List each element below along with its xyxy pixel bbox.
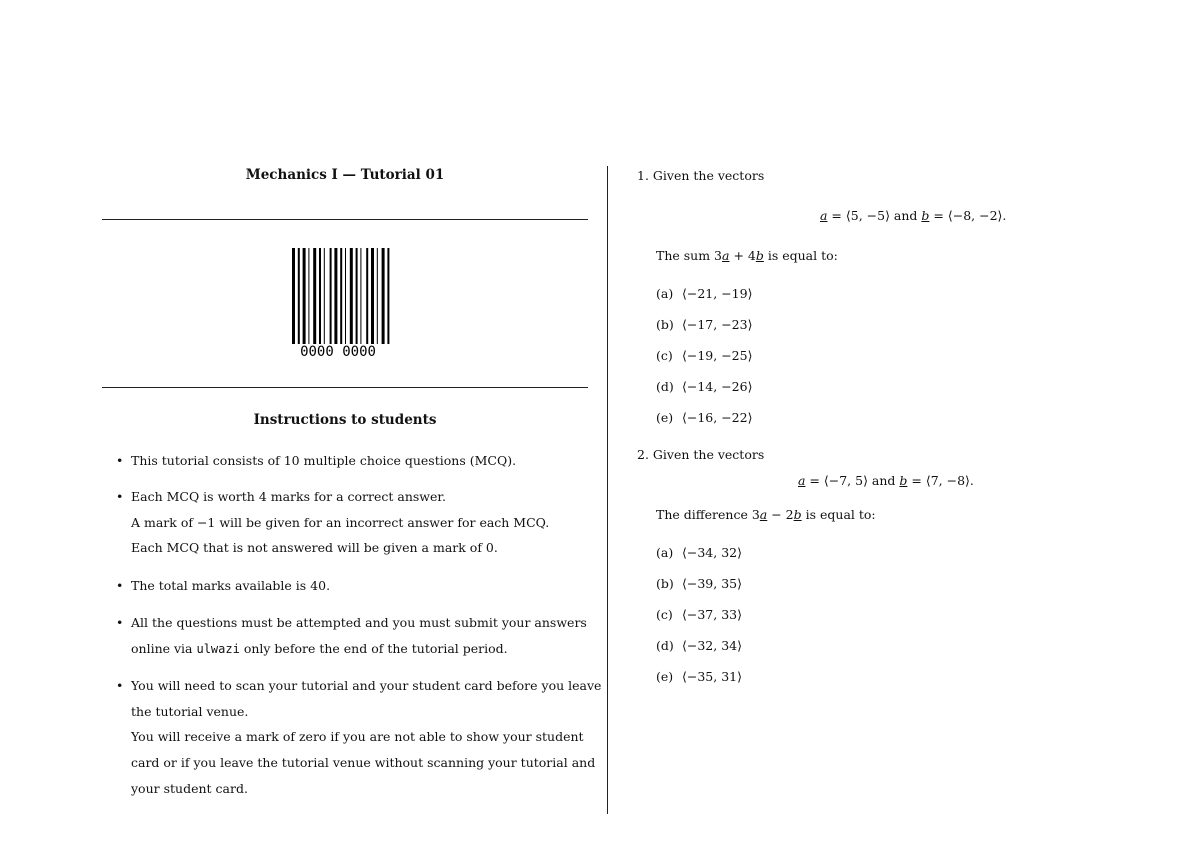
question-2-option-a[interactable]: (a) ⟨−34, 32⟩ <box>656 545 742 560</box>
page-title: Mechanics I — Tutorial 01 <box>245 167 445 183</box>
bullet-icon: • <box>116 678 124 693</box>
question-1-option-a[interactable]: (a) ⟨−21, −19⟩ <box>656 286 753 301</box>
question-1-option-d[interactable]: (d) ⟨−14, −26⟩ <box>656 379 753 394</box>
instruction-item: • All the questions must be attempted and you must submit your answers online via ulwazi only before the end of the tutorial period. <box>116 610 590 662</box>
question-1-intro: 1. Given the vectors <box>637 168 765 183</box>
instruction-item: • You will need to scan your tutorial and your student card before you leave the tutorial venue. You will receive a mark of zero if you are not able to show your student card or if you leave the tutorial venue without scanning your tutorial and your student card. <box>116 673 590 802</box>
instructions-title: Instructions to students <box>253 412 437 428</box>
instruction-item: • This tutorial consists of 10 multiple choice questions (MCQ). <box>116 448 590 474</box>
question-2-option-c[interactable]: (c) ⟨−37, 33⟩ <box>656 607 742 622</box>
question-2-option-e[interactable]: (e) ⟨−35, 31⟩ <box>656 669 742 684</box>
question-2-vectors: a = ⟨−7, 5⟩ and b = ⟨7, −8⟩. <box>798 473 974 488</box>
instruction-item: • Each MCQ is worth 4 marks for a correct answer. A mark of −1 will be given for an incorrect answer for each MCQ. Each MCQ that is not answered will be given a mark of 0. <box>116 484 590 561</box>
bullet-icon: • <box>116 489 124 504</box>
question-1-prompt: The sum 3a + 4b is equal to: <box>656 248 838 263</box>
question-2-prompt: The difference 3a − 2b is equal to: <box>656 507 876 522</box>
question-1-option-b[interactable]: (b) ⟨−17, −23⟩ <box>656 317 753 332</box>
question-1-vectors: a = ⟨5, −5⟩ and b = ⟨−8, −2⟩. <box>820 208 1007 223</box>
bullet-icon: • <box>116 578 124 593</box>
column-divider <box>607 166 608 814</box>
barcode-number: 0000 0000 <box>300 344 376 358</box>
question-1-option-c[interactable]: (c) ⟨−19, −25⟩ <box>656 348 753 363</box>
bullet-icon: • <box>116 615 124 630</box>
barcode <box>292 248 392 358</box>
question-1-option-e[interactable]: (e) ⟨−16, −22⟩ <box>656 410 753 425</box>
question-2-option-b[interactable]: (b) ⟨−39, 35⟩ <box>656 576 742 591</box>
question-2-intro: 2. Given the vectors <box>637 447 765 462</box>
bullet-icon: • <box>116 453 124 468</box>
question-2-option-d[interactable]: (d) ⟨−32, 34⟩ <box>656 638 742 653</box>
ulwazi-link: ulwazi <box>196 641 240 656</box>
instruction-item: • The total marks available is 40. <box>116 573 590 599</box>
top-divider <box>102 219 588 220</box>
bottom-divider <box>102 387 588 388</box>
